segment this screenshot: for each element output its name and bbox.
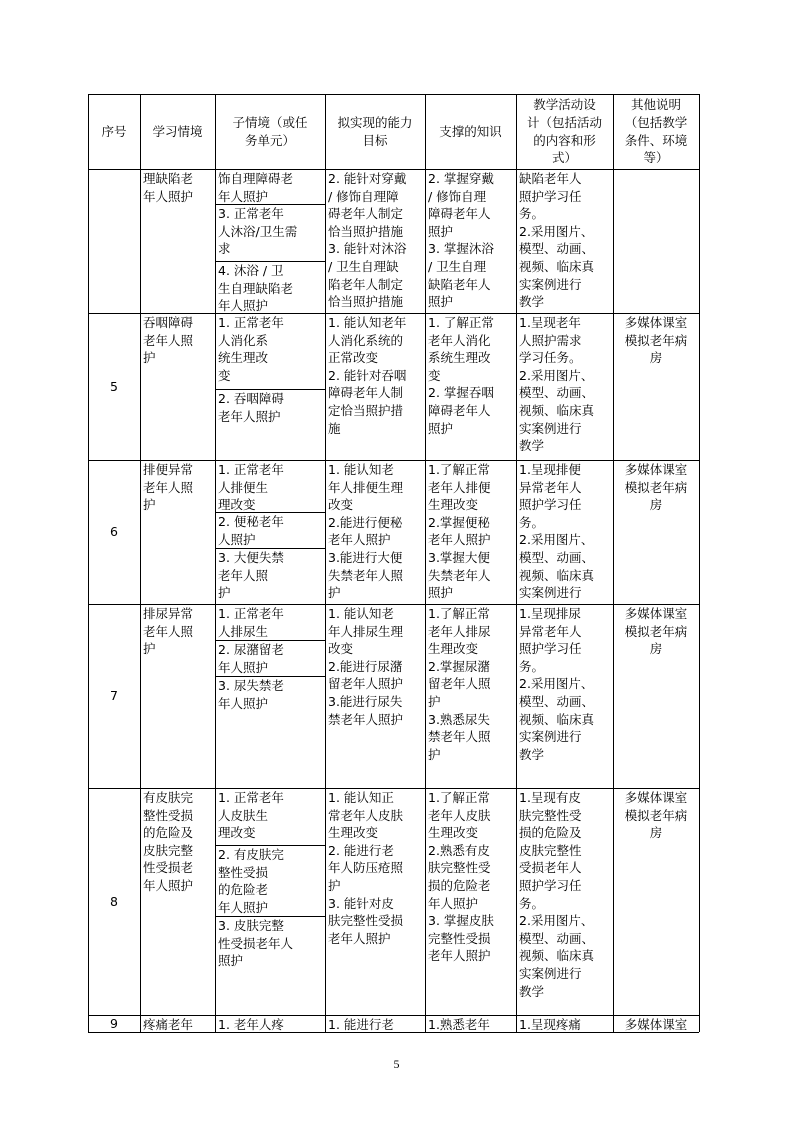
ability-cell: 1. 能认知老 年人排便生理 改变 2.能进行便秘 老年人照护 3.能进行大便 失禁老年人照 护 bbox=[328, 462, 404, 601]
header-knowledge: 支撑的知识 bbox=[439, 123, 502, 139]
ability-cell: 1. 能进行老 bbox=[328, 1017, 394, 1032]
activity-cell: 缺陷老年人 照护学习任 务。 2.采用图片、 模型、动画、 视频、临床真 实案例进行 教学 bbox=[519, 171, 595, 310]
scenario-cell: 吞咽障碍 老年人照 护 bbox=[143, 315, 194, 366]
scenario-cell: 疼痛老年 bbox=[143, 1017, 194, 1032]
row-number: 5 bbox=[110, 378, 118, 394]
scenario-cell: 排便异常 老年人照 护 bbox=[143, 462, 194, 513]
sub-scenario-cell: 1. 正常老年 人消化系 统生理改 变 bbox=[218, 315, 284, 383]
sub-divider bbox=[215, 548, 325, 549]
ability-cell: 1. 能认知正 常老年人皮肤 生理改变 2. 能进行老 年人防压疮照 护 3. 能针对皮 肤完整性受损 老年人照护 bbox=[328, 790, 404, 946]
header-ability: 拟实现的能力 目标 bbox=[337, 114, 413, 148]
ability-cell: 2. 能针对穿戴 / 修饰自理障 碍老年人制定 恰当照护措施 3. 能针对沐浴 / 卫生自理缺 陷老年人制定 恰当照护措施 bbox=[328, 171, 407, 310]
sub-scenario-cell: 4. 沐浴 / 卫 生自理缺陷老 年人照护 bbox=[218, 263, 294, 313]
row-rule bbox=[88, 169, 699, 170]
other-cell bbox=[613, 169, 699, 313]
row-rule bbox=[88, 1015, 699, 1016]
sub-scenario-cell: 1. 正常老年 人排便生 理改变 bbox=[218, 462, 284, 512]
knowledge-cell: 1.了解正常 老年人皮肤 生理改变 2.熟悉有皮 肤完整性受 损的危险老 年人照护 3. 掌握皮肤 完整性受损 老年人照护 bbox=[428, 790, 494, 964]
activity-cell: 1.呈现老年 人照护需求 学习任务。 2.采用图片、 模型、动画、 视频、临床真 实案例进行 教学 bbox=[519, 315, 595, 454]
sub-divider bbox=[215, 845, 325, 846]
row-number bbox=[88, 169, 140, 313]
row-number: 6 bbox=[110, 524, 118, 540]
row-rule bbox=[88, 460, 699, 461]
row-number: 9 bbox=[110, 1015, 118, 1031]
column-rule bbox=[613, 94, 614, 1032]
activity-cell: 1.呈现排尿 异常老年人 照护学习任 务。 2.采用图片、 模型、动画、 视频、临床真 实案例进行 教学 bbox=[519, 606, 595, 762]
other-cell: 多媒体课室 bbox=[624, 1017, 688, 1032]
row-rule bbox=[88, 788, 699, 789]
sub-scenario-cell: 饰自理障碍老 年人照护 bbox=[218, 171, 294, 204]
sub-divider bbox=[215, 916, 325, 917]
sub-scenario-cell: 2. 便秘老年 人照护 bbox=[218, 514, 284, 547]
header-sub: 子情境（或任 务单元） bbox=[232, 114, 308, 148]
knowledge-cell: 1.了解正常 老年人排便 生理改变 2.掌握便秘 老年人照护 3.掌握大便 失禁老年人 照护 bbox=[428, 462, 491, 601]
other-cell: 多媒体课室 模拟老年病 房 bbox=[624, 790, 688, 841]
row-number: 8 bbox=[110, 893, 118, 909]
sub-scenario-cell: 2. 有皮肤完 整性受损 的危险老 年人照护 bbox=[218, 847, 284, 915]
column-rule bbox=[215, 94, 216, 1032]
sub-divider bbox=[215, 676, 325, 677]
row-rule bbox=[88, 313, 699, 314]
header-scenario: 学习情境 bbox=[152, 123, 203, 139]
curriculum-table bbox=[88, 94, 699, 1032]
sub-divider bbox=[215, 204, 325, 205]
column-rule bbox=[325, 94, 326, 1032]
ability-cell: 1. 能认知老 年人排尿生理 改变 2.能进行尿潴 留老年人照护 3.能进行尿失 禁老年人照护 bbox=[328, 606, 404, 727]
sub-scenario-cell: 3. 皮肤完整 性受损老年人 照护 bbox=[218, 918, 294, 969]
sub-scenario-cell: 3. 尿失禁老 年人照护 bbox=[218, 678, 284, 711]
column-rule bbox=[699, 94, 700, 1032]
column-rule bbox=[425, 94, 426, 1032]
sub-scenario-cell: 3. 大便失禁 老年人照 护 bbox=[218, 550, 284, 601]
column-rule bbox=[140, 94, 141, 1032]
sub-divider bbox=[215, 389, 325, 390]
scenario-cell: 理缺陷老 年人照护 bbox=[143, 171, 194, 204]
activity-cell: 1.呈现疼痛 bbox=[519, 1017, 581, 1032]
sub-scenario-cell: 2. 尿潴留老 年人照护 bbox=[218, 642, 284, 675]
row-number: 7 bbox=[110, 688, 118, 704]
column-rule bbox=[516, 94, 517, 1032]
knowledge-cell: 2. 掌握穿戴 / 修饰自理 障碍老年人 照护 3. 掌握沐浴 / 卫生自理 缺陷老年人 照护 bbox=[428, 171, 494, 310]
sub-divider bbox=[215, 512, 325, 513]
header-no: 序号 bbox=[101, 123, 127, 139]
other-cell: 多媒体课室 模拟老年病 房 bbox=[624, 462, 688, 513]
other-cell: 多媒体课室 模拟老年病 房 bbox=[624, 606, 688, 657]
column-rule bbox=[88, 94, 89, 1032]
knowledge-cell: 1.熟悉老年 bbox=[428, 1017, 490, 1032]
ability-cell: 1. 能认知老年 人消化系统的 正常改变 2. 能针对吞咽 障碍老年人制 定恰当照护措 施 bbox=[328, 315, 407, 436]
knowledge-cell: 1. 了解正常 老年人消化 系统生理改 变 2. 掌握吞咽 障碍老年人 照护 bbox=[428, 315, 494, 436]
header-activity: 教学活动设 计（包括活动 的内容和形 式） bbox=[526, 97, 602, 166]
row-rule bbox=[88, 94, 699, 95]
activity-cell: 1.呈现排便 异常老年人 照护学习任 务。 2.采用图片、 模型、动画、 视频、临床真 实案例进行 bbox=[519, 462, 595, 601]
sub-scenario-cell: 1. 老年人疼 bbox=[218, 1017, 284, 1032]
activity-cell: 1.呈现有皮 肤完整性受 损的危险及 皮肤完整性 受损老年人 照护学习任 务。 2.采用图片、 模型、动画、 视频、临床真 实案例进行 教学 bbox=[519, 790, 595, 999]
header-other: 其他说明 （包括教学 条件、环境 等） bbox=[624, 97, 688, 166]
page-number: 5 bbox=[393, 1057, 400, 1071]
sub-scenario-cell: 3. 正常老年 人沐浴/卫生需 求 bbox=[218, 206, 298, 257]
sub-scenario-cell: 2. 吞咽障碍 老年人照护 bbox=[218, 391, 284, 424]
scenario-cell: 有皮肤完 整性受损 的危险及 皮肤完整 性受损老 年人照护 bbox=[143, 790, 194, 893]
row-rule bbox=[88, 1032, 699, 1033]
sub-divider bbox=[215, 261, 325, 262]
scenario-cell: 排尿异常 老年人照 护 bbox=[143, 606, 194, 657]
row-rule bbox=[88, 604, 699, 605]
other-cell: 多媒体课室 模拟老年病 房 bbox=[624, 315, 688, 366]
sub-scenario-cell: 1. 正常老年 人排尿生 bbox=[218, 606, 284, 639]
sub-scenario-cell: 1. 正常老年 人皮肤生 理改变 bbox=[218, 790, 284, 841]
sub-divider bbox=[215, 640, 325, 641]
knowledge-cell: 1.了解正常 老年人排尿 生理改变 2.掌握尿潴 留老年人照 护 3.熟悉尿失 禁老年人照 护 bbox=[428, 606, 491, 762]
